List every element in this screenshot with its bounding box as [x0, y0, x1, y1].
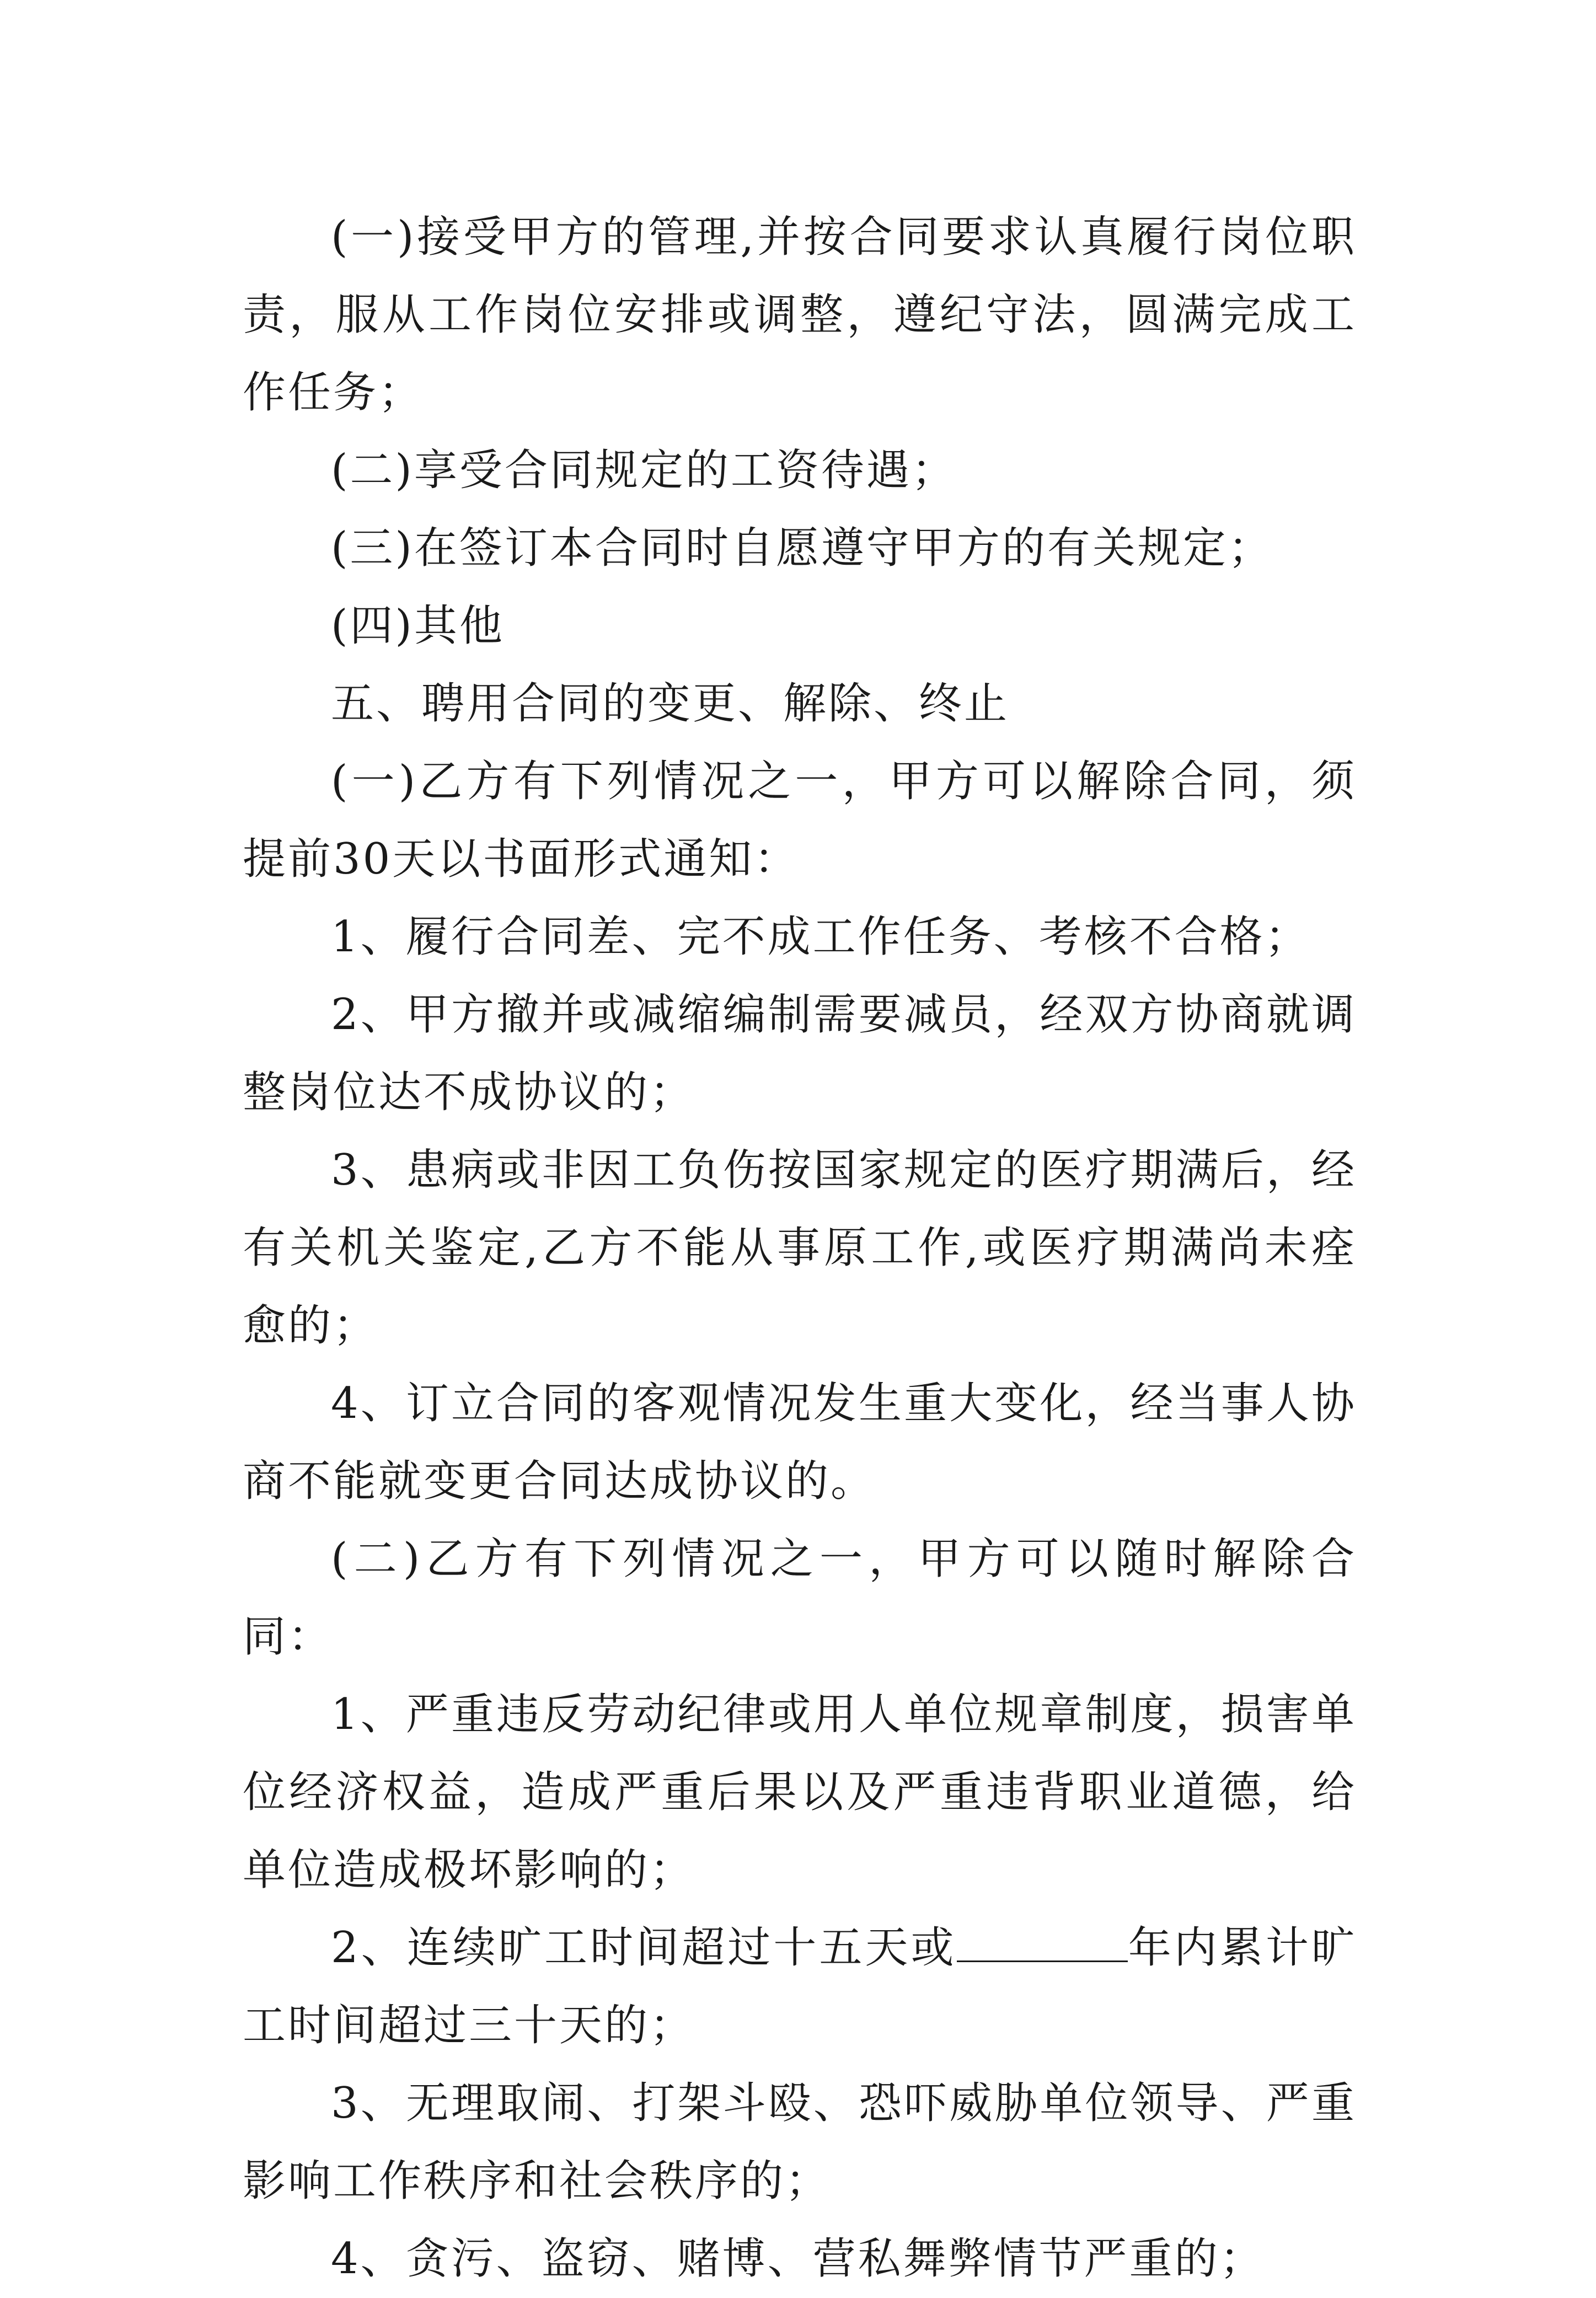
section-heading: 五、聘用合同的变更、解除、终止 — [331, 679, 1010, 728]
paragraph: (三)在签订本合同时自愿遵守甲方的有关规定； — [331, 523, 1273, 573]
paragraph: (二)乙方有下列情况之一，甲方可以随时解除合同： — [243, 1534, 1357, 1662]
paragraph: (一)乙方有下列情况之一，甲方可以解除合同，须提前30天以书面形式通知： — [243, 757, 1357, 884]
paragraph: (四)其他 — [331, 601, 505, 651]
paragraph-text-after: 年内累计旷工时间超过三十天的； — [243, 1923, 1357, 2050]
paragraph: 4、订立合同的客观情况发生重大变化，经当事人协商不能就变更合同达成协议的。 — [243, 1379, 1357, 1506]
paragraph-with-blank — [243, 1909, 1357, 2065]
paragraph: 1、履行合同差、完不成工作任务、考核不合格； — [331, 912, 1310, 962]
document-body — [243, 199, 1357, 2298]
paragraph: 3、患病或非因工负伤按国家规定的医疗期满后，经有关机关鉴定,乙方不能从事原工作,或医疗期满尚未痊愈的； — [243, 1145, 1357, 1351]
paragraph: (二)享受合同规定的工资待遇； — [331, 446, 957, 495]
paragraph: 1、严重违反劳动纪律或用人单位规章制度，损害单位经济权益，造成严重后果以及严重违背职业道德，给单位造成极坏影响的； — [243, 1690, 1357, 1895]
paragraph: 2、甲方撤并或减缩编制需要减员，经双方协商就调整岗位达不成协议的； — [243, 990, 1357, 1117]
paragraph: 4、贪污、盗窃、赌博、营私舞弊情节严重的； — [331, 2234, 1265, 2284]
paragraph: 3、无理取闹、打架斗殴、恐吓威胁单位领导、严重影响工作秩序和社会秩序的； — [243, 2079, 1357, 2206]
fill-in-blank — [957, 1922, 1128, 1962]
paragraph-text-before: 2、连续旷工时间超过十五天或 — [331, 1923, 957, 1973]
paragraph: (一)接受甲方的管理,并按合同要求认真履行岗位职责，服从工作岗位安排或调整，遵纪守法，圆满完成工作任务； — [243, 212, 1357, 417]
